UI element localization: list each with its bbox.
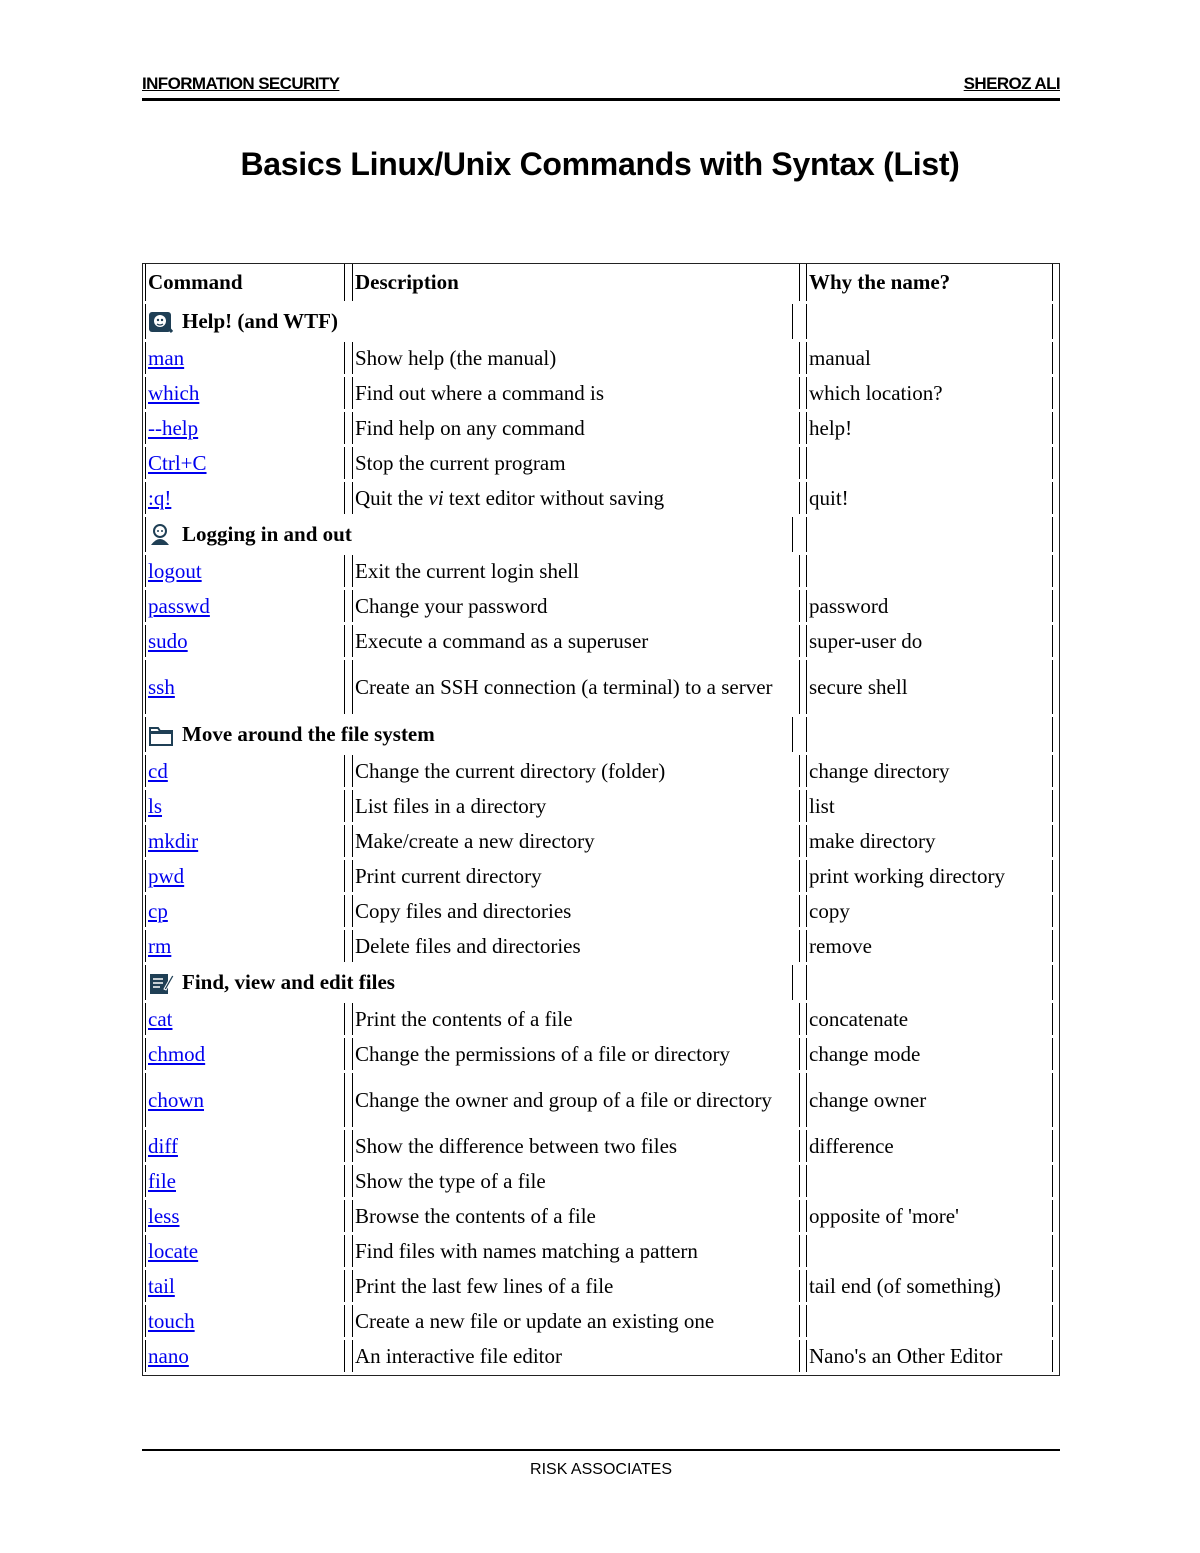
why-cell (806, 825, 1053, 857)
command-cell (145, 1340, 345, 1372)
description-cell (352, 1038, 800, 1070)
command-cell (145, 590, 345, 622)
header-right: SHEROZ ALI (963, 74, 1060, 93)
description-cell (352, 447, 800, 479)
description-cell (352, 1003, 800, 1035)
command-cell (145, 342, 345, 374)
user-icon (148, 523, 174, 547)
command-link[interactable]: touch (148, 1308, 195, 1333)
section-title-cell (145, 965, 793, 1000)
description-cell (352, 1130, 800, 1162)
commands-table (142, 263, 1060, 1376)
table-row (143, 1235, 1059, 1270)
table-row (143, 1130, 1059, 1165)
command-link[interactable]: nano (148, 1343, 189, 1368)
description-cell (352, 625, 800, 657)
name-origin: super-user do (809, 628, 923, 653)
table-row (143, 1305, 1059, 1340)
name-origin: concatenate (809, 1006, 909, 1031)
command-description: Show the difference between two files (355, 1133, 678, 1158)
section-row (143, 304, 1059, 342)
section-title: Move around the file system (182, 722, 435, 746)
description-cell (352, 555, 800, 587)
command-link[interactable]: chmod (148, 1041, 206, 1066)
command-link[interactable]: man (148, 345, 185, 370)
name-origin: help! (809, 415, 853, 440)
table-row (143, 790, 1059, 825)
command-link[interactable]: file (148, 1168, 176, 1193)
name-origin: manual (809, 345, 871, 370)
table-row (143, 1270, 1059, 1305)
table-header-row (143, 264, 1059, 304)
name-origin: make directory (809, 828, 936, 853)
table-row (143, 1003, 1059, 1038)
folder-icon (148, 723, 174, 747)
page-title: Basics Linux/Unix Commands with Syntax (List) (240, 146, 960, 182)
why-cell (806, 1305, 1053, 1337)
why-cell (806, 1235, 1053, 1267)
why-cell (806, 860, 1053, 892)
command-cell (145, 377, 345, 409)
description-cell (352, 1073, 800, 1127)
command-description: Change your password (355, 593, 548, 618)
command-link[interactable]: mkdir (148, 828, 199, 853)
command-link[interactable]: sudo (148, 628, 188, 653)
description-cell (352, 1305, 800, 1337)
command-description: Create a new file or update an existing one (355, 1308, 715, 1333)
why-cell (806, 1165, 1053, 1197)
name-origin: which location? (809, 380, 943, 405)
name-origin: list (809, 793, 835, 818)
name-origin: password (809, 593, 889, 618)
command-link[interactable]: tail (148, 1273, 175, 1298)
section-title-cell (145, 717, 793, 752)
why-cell (806, 1200, 1053, 1232)
why-cell (806, 755, 1053, 787)
section-title: Logging in and out (182, 522, 352, 546)
command-description: List files in a directory (355, 793, 547, 818)
why-cell (806, 1340, 1053, 1372)
command-link[interactable]: diff (148, 1133, 178, 1158)
section-row (143, 965, 1059, 1003)
description-cell (352, 1165, 800, 1197)
command-cell (145, 1130, 345, 1162)
column-header-description: Description (352, 264, 800, 301)
table-row (143, 342, 1059, 377)
command-description: Copy files and directories (355, 898, 572, 923)
command-link[interactable]: --help (148, 415, 199, 440)
command-cell (145, 1270, 345, 1302)
command-cell (145, 555, 345, 587)
name-origin: quit! (809, 485, 849, 510)
why-cell (806, 930, 1053, 962)
command-cell (145, 625, 345, 657)
table-row (143, 825, 1059, 860)
why-cell (806, 790, 1053, 822)
table-row (143, 895, 1059, 930)
command-cell (145, 660, 345, 714)
why-cell (806, 447, 1053, 479)
command-description: Show the type of a file (355, 1168, 546, 1193)
name-origin: remove (809, 933, 872, 958)
command-description: Find files with names matching a pattern (355, 1238, 698, 1263)
command-description: Browse the contents of a file (355, 1203, 596, 1228)
command-description: Print the contents of a file (355, 1006, 573, 1031)
table-row (143, 412, 1059, 447)
command-description: Quit the vi text editor without saving (355, 485, 665, 510)
description-cell (352, 482, 800, 514)
command-cell (145, 1073, 345, 1127)
command-link[interactable]: locate (148, 1238, 199, 1263)
command-cell (145, 860, 345, 892)
header-left: INFORMATION SECURITY (142, 74, 340, 93)
why-cell (806, 1073, 1053, 1127)
command-cell (145, 482, 345, 514)
help-face-icon (148, 310, 174, 334)
section-title: Find, view and edit files (182, 970, 395, 994)
description-cell (352, 1235, 800, 1267)
command-link[interactable]: passwd (148, 593, 210, 618)
description-cell (352, 860, 800, 892)
name-origin: Nano's an Other Editor (809, 1343, 1003, 1368)
command-description: Find out where a command is (355, 380, 605, 405)
section-empty-cell (806, 965, 1053, 1000)
command-cell (145, 1165, 345, 1197)
name-origin: change directory (809, 758, 950, 783)
footer-text: RISK ASSOCIATES (530, 1461, 672, 1478)
description-cell (352, 377, 800, 409)
table-row (143, 625, 1059, 660)
table-row (143, 860, 1059, 895)
description-cell (352, 1270, 800, 1302)
name-origin: change owner (809, 1087, 927, 1112)
section-row (143, 517, 1059, 555)
command-cell (145, 447, 345, 479)
command-link[interactable]: pwd (148, 863, 185, 888)
description-cell (352, 412, 800, 444)
why-cell (806, 555, 1053, 587)
command-cell (145, 790, 345, 822)
command-cell (145, 1305, 345, 1337)
description-cell (352, 342, 800, 374)
table-row (143, 555, 1059, 590)
command-description: Stop the current program (355, 450, 566, 475)
table-row (143, 1165, 1059, 1200)
section-row (143, 717, 1059, 755)
why-cell (806, 1130, 1053, 1162)
command-description: An interactive file editor (355, 1343, 562, 1368)
command-cell (145, 930, 345, 962)
command-link[interactable]: which (148, 380, 200, 405)
name-origin: print working directory (809, 863, 1005, 888)
command-cell (145, 755, 345, 787)
command-description: Change the owner and group of a file or directory (355, 1087, 772, 1112)
why-cell (806, 1038, 1053, 1070)
command-link[interactable]: less (148, 1203, 180, 1228)
command-cell (145, 1003, 345, 1035)
description-cell (352, 790, 800, 822)
command-link[interactable]: chown (148, 1087, 204, 1112)
table-row (143, 590, 1059, 625)
command-link[interactable]: ls (148, 793, 163, 818)
why-cell (806, 1003, 1053, 1035)
name-origin: difference (809, 1133, 894, 1158)
command-description: Change the permissions of a file or directory (355, 1041, 730, 1066)
command-link[interactable]: :q! (148, 485, 172, 510)
table-row (143, 1200, 1059, 1235)
why-cell (806, 482, 1053, 514)
table-row (143, 377, 1059, 412)
page-footer (142, 1449, 1060, 1478)
command-link[interactable]: rm (148, 933, 172, 958)
section-empty-cell (806, 717, 1053, 752)
command-cell (145, 1235, 345, 1267)
description-cell (352, 895, 800, 927)
edit-file-icon (148, 971, 174, 995)
table-row (143, 930, 1059, 965)
name-origin: tail end (of something) (809, 1273, 1001, 1298)
table-row (143, 482, 1059, 517)
command-link[interactable]: cd (148, 758, 168, 783)
command-description: Create an SSH connection (a terminal) to a server (355, 674, 773, 699)
column-header-why: Why the name? (806, 264, 1053, 301)
description-cell (352, 930, 800, 962)
column-header-command: Command (145, 264, 345, 301)
command-link[interactable]: cp (148, 898, 168, 923)
table-row (143, 447, 1059, 482)
command-description: Change the current directory (folder) (355, 758, 666, 783)
command-description: Print the last few lines of a file (355, 1273, 614, 1298)
section-title-cell (145, 304, 793, 339)
command-link[interactable]: cat (148, 1006, 173, 1031)
why-cell (806, 625, 1053, 657)
table-row (143, 1073, 1059, 1130)
command-cell (145, 1038, 345, 1070)
name-origin: copy (809, 898, 850, 923)
command-description: Print current directory (355, 863, 542, 888)
command-cell (145, 412, 345, 444)
table-row (143, 1038, 1059, 1073)
table-row (143, 660, 1059, 717)
command-description: Find help on any command (355, 415, 585, 440)
command-description: Make/create a new directory (355, 828, 595, 853)
description-cell (352, 1200, 800, 1232)
description-cell (352, 825, 800, 857)
description-cell (352, 660, 800, 714)
description-cell (352, 755, 800, 787)
name-origin: opposite of 'more' (809, 1203, 959, 1228)
table-row (143, 1340, 1059, 1375)
table-row (143, 755, 1059, 790)
description-cell (352, 590, 800, 622)
why-cell (806, 660, 1053, 714)
command-description: Show help (the manual) (355, 345, 557, 370)
why-cell (806, 895, 1053, 927)
why-cell (806, 1270, 1053, 1302)
section-empty-cell (806, 304, 1053, 339)
command-cell (145, 895, 345, 927)
command-link[interactable]: logout (148, 558, 202, 583)
command-cell (145, 825, 345, 857)
why-cell (806, 377, 1053, 409)
description-cell (352, 1340, 800, 1372)
command-link[interactable]: ssh (148, 674, 175, 699)
why-cell (806, 590, 1053, 622)
name-origin: change mode (809, 1041, 921, 1066)
command-cell (145, 1200, 345, 1232)
name-origin: secure shell (809, 674, 908, 699)
page-header (142, 72, 1060, 101)
section-title: Help! (and WTF) (182, 309, 338, 333)
section-empty-cell (806, 517, 1053, 552)
command-description: Delete files and directories (355, 933, 581, 958)
command-description: Exit the current login shell (355, 558, 579, 583)
why-cell (806, 412, 1053, 444)
command-link[interactable]: Ctrl+C (148, 450, 207, 475)
why-cell (806, 342, 1053, 374)
section-title-cell (145, 517, 793, 552)
command-description: Execute a command as a superuser (355, 628, 649, 653)
